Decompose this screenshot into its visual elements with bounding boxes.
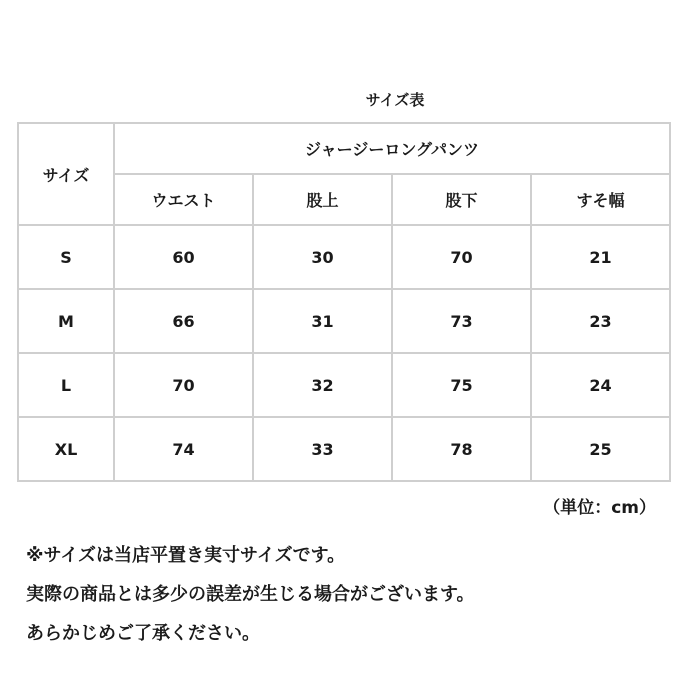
cell-waist: 74 [114, 417, 253, 481]
notes [26, 536, 475, 653]
column-header-rise: 股上 [253, 174, 392, 225]
size-label: L [18, 353, 114, 417]
cell-rise: 32 [253, 353, 392, 417]
size-label: M [18, 289, 114, 353]
product-name-header: ジャージーロングパンツ [114, 123, 670, 174]
table-row [18, 225, 670, 289]
header-row-group [18, 123, 670, 174]
size-label: XL [18, 417, 114, 481]
size-column-header: サイズ [18, 123, 114, 225]
note-line: 実際の商品とは多少の誤差が生じる場合がございます。 [26, 584, 475, 605]
column-header-inseam: 股下 [392, 174, 531, 225]
cell-rise: 31 [253, 289, 392, 353]
cell-waist: 66 [114, 289, 253, 353]
note-line: ※サイズは当店平置き実寸サイズです。 [26, 545, 346, 566]
column-header-hem-width: すそ幅 [531, 174, 670, 225]
cell-hem-width: 23 [531, 289, 670, 353]
size-label: S [18, 225, 114, 289]
column-header-waist: ウエスト [114, 174, 253, 225]
header-row-columns [18, 174, 670, 225]
cell-hem-width: 21 [531, 225, 670, 289]
cell-inseam: 78 [392, 417, 531, 481]
note-line: あらかじめご了承ください。 [26, 623, 260, 644]
unit-note: （単位：cm） [543, 498, 656, 518]
cell-waist: 70 [114, 353, 253, 417]
cell-inseam: 73 [392, 289, 531, 353]
table-row [18, 289, 670, 353]
cell-waist: 60 [114, 225, 253, 289]
page-title: サイズ表 [365, 91, 425, 109]
table-row [18, 353, 670, 417]
cell-inseam: 75 [392, 353, 531, 417]
cell-rise: 33 [253, 417, 392, 481]
cell-inseam: 70 [392, 225, 531, 289]
cell-hem-width: 25 [531, 417, 670, 481]
cell-rise: 30 [253, 225, 392, 289]
table-row [18, 417, 670, 481]
size-table [17, 122, 671, 482]
cell-hem-width: 24 [531, 353, 670, 417]
